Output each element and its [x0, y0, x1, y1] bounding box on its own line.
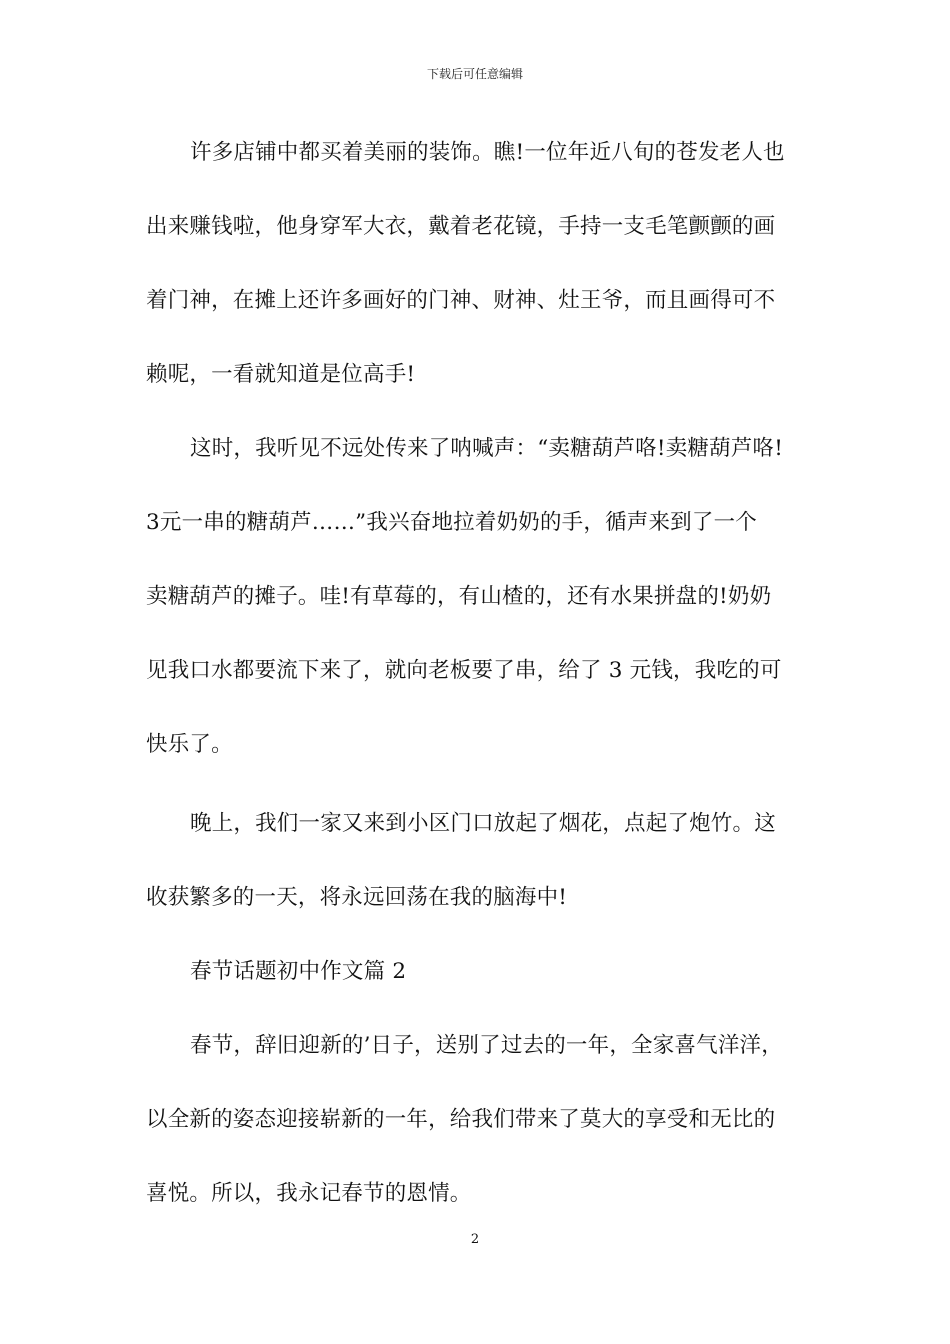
- text-line: 喜悦。所以，我永记春节的恩情。: [146, 1181, 472, 1206]
- text-line: 快乐了。: [146, 732, 233, 757]
- page-number: 2: [470, 1232, 480, 1247]
- text-line: 赖呢，一看就知道是位高手!: [146, 362, 416, 387]
- text-line: 收获繁多的一天，将永远回荡在我的脑海中!: [146, 885, 568, 910]
- text-line: 春节，辞旧迎新的’日子，送别了过去的一年，全家喜气洋洋，: [190, 1033, 783, 1058]
- section-heading: 春节话题初中作文篇 2: [190, 959, 407, 984]
- text-line: 3元一串的糖葫芦……”我兴奋地拉着奶奶的手，循声来到了一个: [146, 510, 757, 535]
- text-line: 晚上，我们一家又来到小区门口放起了烟花，点起了炮竹。这: [190, 811, 776, 836]
- text-line: 出来赚钱啦，他身穿军大衣，戴着老花镜，手持一支毛笔颤颤的画: [146, 214, 776, 239]
- text-line: 卖糖葫芦的摊子。哇!有草莓的，有山楂的，还有水果拼盘的!奶奶: [146, 584, 772, 609]
- text-line: 着门神，在摊上还许多画好的门神、财神、灶王爷，而且画得可不: [146, 288, 776, 313]
- text-line: 许多店铺中都买着美丽的装饰。瞧!一位年近八旬的苍发老人也: [190, 140, 785, 165]
- text-line: 这时，我听见不远处传来了呐喊声：“卖糖葫芦咯!卖糖葫芦咯!: [190, 436, 784, 461]
- text-line: 见我口水都要流下来了，就向老板要了串，给了 3 元钱，我吃的可: [146, 658, 782, 683]
- text-line: 以全新的姿态迎接崭新的一年，给我们带来了莫大的享受和无比的: [146, 1107, 776, 1132]
- page-header: 下载后可任意编辑: [426, 67, 523, 81]
